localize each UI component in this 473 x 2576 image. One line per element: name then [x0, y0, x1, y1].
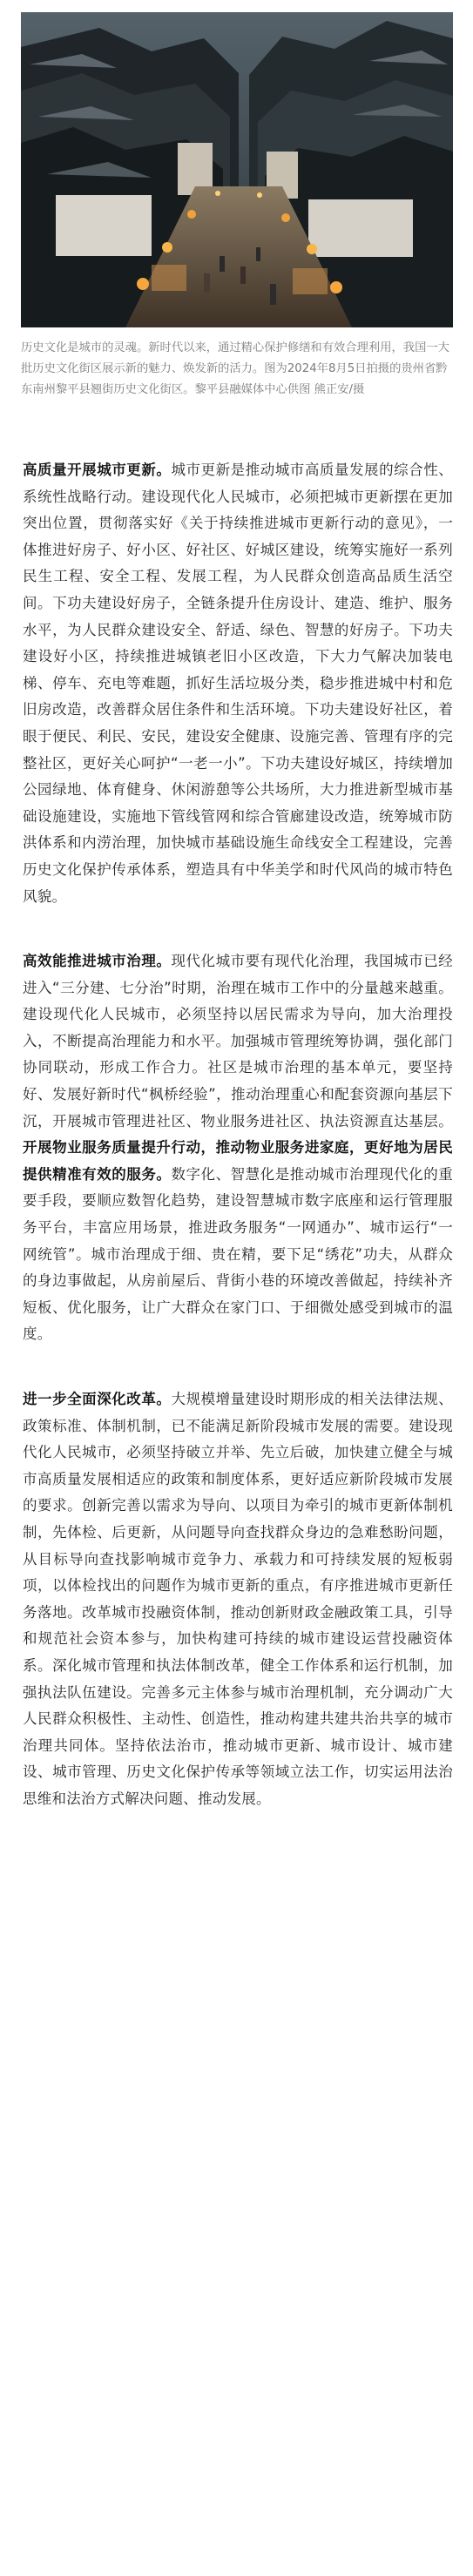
- section-highlight: 开展物业服务质量提升行动，推动物业服务进家庭，更好地为居民提供精准有效的服务。: [23, 1139, 453, 1183]
- section-deepen-reform: [23, 1386, 453, 1813]
- section-urban-governance: [23, 948, 453, 1348]
- section-text-continued: 数字化、智慧化是推动城市治理现代化的重要手段，要顺应数智化趋势，建设智慧城市数字底座和运行管理服务平台，丰富应用场景，推进政务服务“一网通办”、城市运行“一网统管”。城市治理成于细、贵在精，要下足“绣花”功夫，从群众的身边事做起，从房前屋后、背街小巷的环境改善做起，持续补齐短板、优化服务，让广大群众在家门口、于细微处感受到城市的温度。: [23, 1165, 454, 1343]
- section-heading: 高质量开展城市更新。: [23, 462, 172, 478]
- section-heading: 进一步全面深化改革。: [23, 1391, 172, 1407]
- section-text: 城市更新是推动城市高质量发展的综合性、系统性战略行动。建设现代化人民城市，必须把城市更新摆在更加突出位置，贯彻落实好《关于持续推进城市更新行动的意见》，一体推进好房子、好小区、好社区、好城区建设，统筹实施好一系列民生工程、安全工程、发展工程，为人民群众创造高品质生活空间。下功夫建设好房子，全链条提升住房设计、建造、维护、服务水平，为人民群众建设安全、舒适、绿色、智慧的好房子。下功夫建设好小区，持续推进城镇老旧小区改造，下大力气解决加装电梯、停车、充电等难题，抓好生活垃圾分类，稳步推进城中村和危旧房改造，改善群众居住条件和生活环境。下功夫建设好社区，着眼于便民、利民、安民，建设安全健康、设施完善、管理有序的完整社区，更好关心呵护“一老一小”。下功夫建设好城区，持续增加公园绿地、体育健身、休闲游憩等公共场所，大力推进新型城市基础设施建设，实施地下管线管网和综合管廊建设改造，统筹城市防洪体系和内涝治理，加快城市基础设施生命线安全工程建设，完善历史文化保护传承体系，塑造具有中华美学和时代风尚的城市特色风貌。: [23, 462, 454, 905]
- section-text: 现代化城市要有现代化治理，我国城市已经进入“三分建、七分治”时期，治理在城市工作中的分量越来越重。建设现代化人民城市，必须坚持以居民需求为导向，加大治理投入，不断提高治理能力和水平。加强城市管理统筹协调，强化部门协同联动，形成工作合力。社区是城市治理的基本单元，要坚持好、发展好新时代“枫桥经验”，推动治理重心和配套资源向基层下沉，开展城市管理进社区、物业服务进社区、执法资源直达基层。: [23, 953, 454, 1130]
- photo-caption: 历史文化是城市的灵魂。新时代以来，通过精心保护修缮和有效合理利用，我国一大批历史文化街区展示新的魅力、焕发新的活力。图为2024年8月5日拍摄的贵州省黔东南州黎平县翘街历史文化街区。黎平县融媒体中心供图 熊正安/摄: [21, 341, 449, 396]
- section-heading: 高效能推进城市治理。: [23, 953, 172, 970]
- article-body: [23, 457, 453, 1851]
- section-text: 大规模增量建设时期形成的相关法律法规、政策标准、体制机制，已不能满足新阶段城市发展的需要。建设现代化人民城市，必须坚持破立并举、先立后破，加快建立健全与城市高质量发展相适应的政策和制度体系，更好适应新阶段城市发展的要求。创新完善以需求为导向、以项目为牵引的城市更新体制机制，先体检、后更新，从问题导向查找群众身边的急难愁盼问题，从目标导向查找影响城市竞争力、承载力和可持续发展的短板弱项，以体检找出的问题作为城市更新的重点，有序推进城市更新任务落地。改革城市投融资体制，推动创新财政金融政策工具，引导和规范社会资本参与，加快构建可持续的城市建设运营投融资体系。深化城市管理和执法体制改革，健全工作体系和运行机制，加强执法队伍建设。完善多元主体参与城市治理机制，充分调动广大人民群众积极性、主动性、创造性，推动构建共建共治共享的城市治理共同体。坚持依法治市，推动城市更新、城市设计、城市建设、城市管理、历史文化保护传承等领域立法工作，切实运用法治思维和法治方式解决问题、推动发展。: [23, 1391, 454, 1807]
- street-photo: [21, 12, 453, 327]
- section-urban-renewal: [23, 457, 453, 910]
